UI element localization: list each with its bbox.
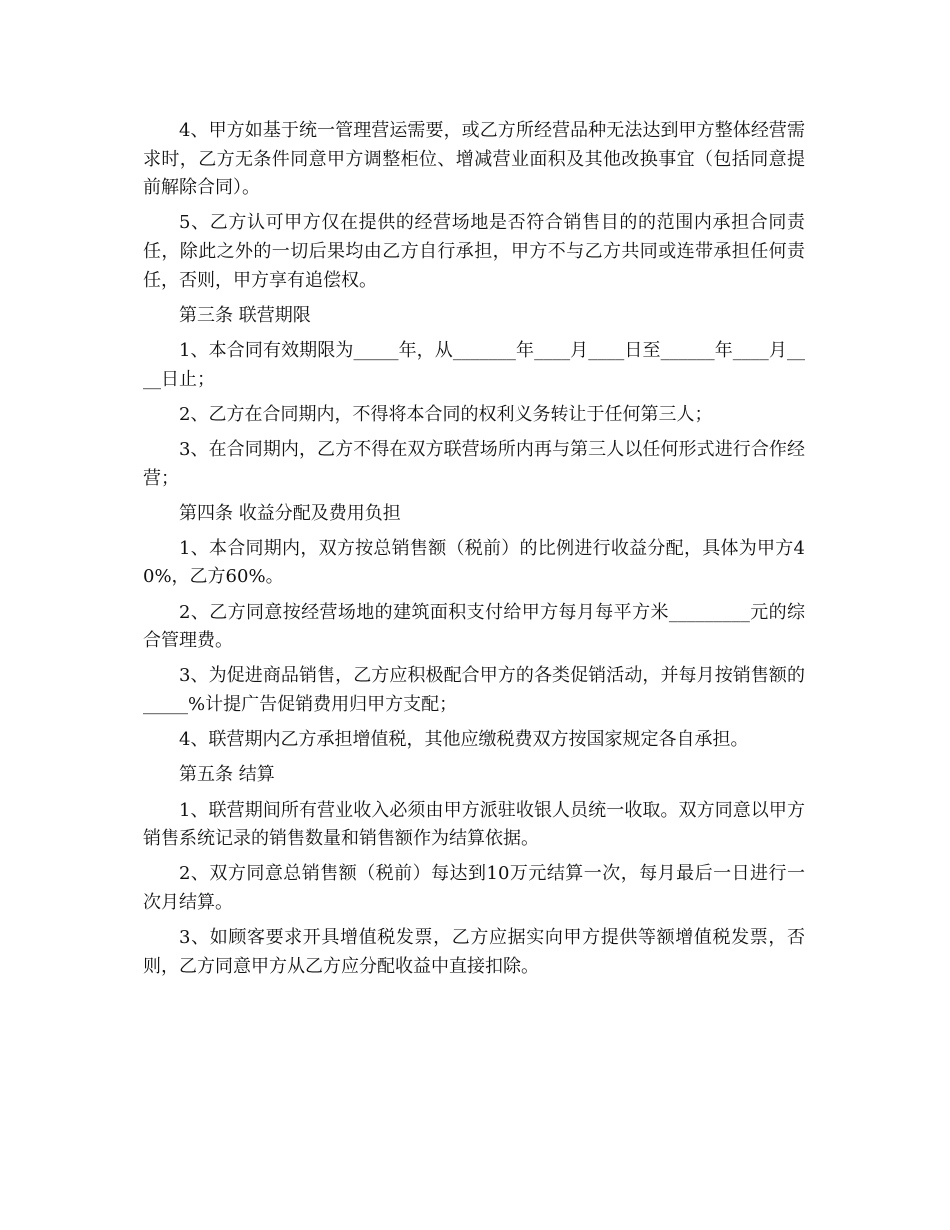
section-heading-article-4: 第四条 收益分配及费用负担	[179, 502, 401, 524]
clause-2-item-5: 5、乙方认可甲方仅在提供的经营场地是否符合销售目的的范围内承担合同责任，除此之外的一切后果均由乙方自行承担，甲方不与乙方共同或连带承担任何责任，否则，甲方享有追偿权。	[143, 212, 805, 291]
clause-3-item-2: 2、乙方在合同期内，不得将本合同的权利义务转让于任何第三人；	[179, 403, 713, 425]
clause-5-item-1: 1、联营期间所有营业收入必须由甲方派驻收银人员统一收取。双方同意以甲方销售系统记录的销售数量和销售额作为结算依据。	[143, 799, 805, 850]
section-heading-article-3: 第三条 联营期限	[179, 304, 311, 326]
clause-4-item-1: 1、本合同期内，双方按总销售额（税前）的比例进行收益分配，具体为甲方40%，乙方60%。	[143, 537, 805, 588]
clause-4-item-4: 4、联营期内乙方承担增值税，其他应缴税费双方按国家规定各自承担。	[179, 729, 749, 751]
clause-3-item-1: 1、本合同有效期限为_____年，从_______年____月____日至______年____月____日止；	[143, 339, 805, 390]
document-body	[143, 117, 805, 988]
clause-4-item-3: 3、为促进商品销售，乙方应积极配合甲方的各类促销活动，并每月按销售额的_____%计提广告促销费用归甲方支配；	[143, 665, 805, 716]
clause-3-item-3: 3、在合同期内，乙方不得在双方联营场所内再与第三人以任何形式进行合作经营；	[143, 438, 805, 489]
clause-5-item-2: 2、双方同意总销售额（税前）每达到10万元结算一次，每月最后一日进行一次月结算。	[143, 863, 805, 913]
clause-4-item-2: 2、乙方同意按经营场地的建筑面积支付给甲方每月每平方米_________元的综合管理费。	[143, 601, 805, 652]
clause-5-item-3: 3、如顾客要求开具增值税发票，乙方应据实向甲方提供等额增值税发票，否则，乙方同意甲方从乙方应分配收益中直接扣除。	[143, 927, 805, 977]
clause-2-item-4: 4、甲方如基于统一管理营运需要，或乙方所经营品种无法达到甲方整体经营需求时，乙方无条件同意甲方调整柜位、增减营业面积及其他改换事宜（包括同意提前解除合同）。	[143, 120, 805, 199]
section-heading-article-5: 第五条 结算	[179, 764, 275, 786]
